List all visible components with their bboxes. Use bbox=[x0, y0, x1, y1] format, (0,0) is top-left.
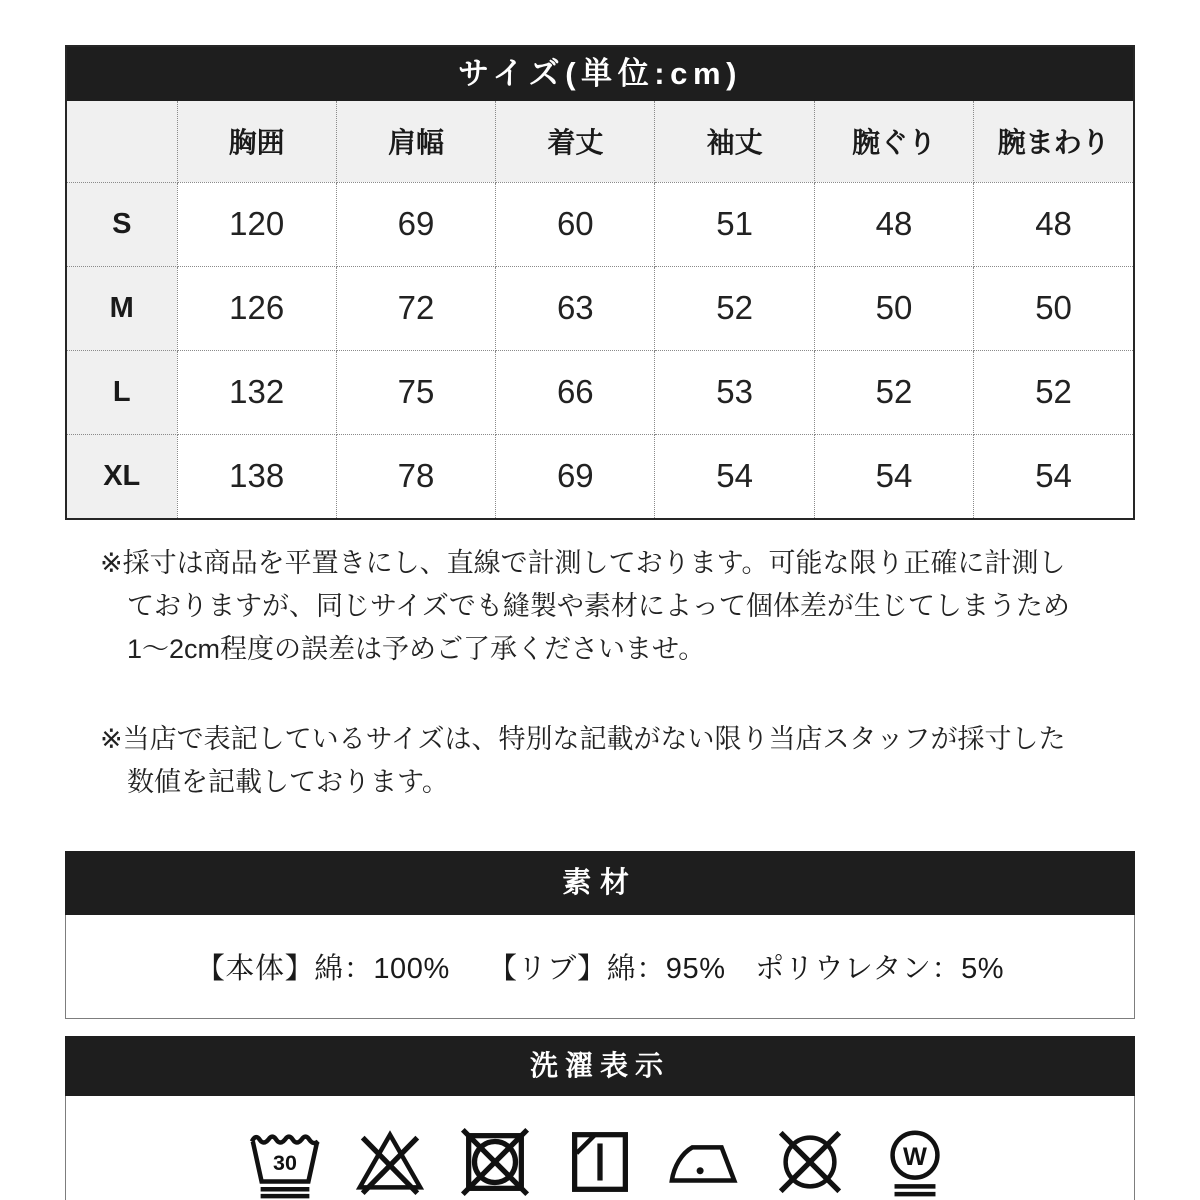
size-label: L bbox=[67, 350, 177, 434]
column-header: 袖丈 bbox=[655, 101, 814, 182]
column-header: 肩幅 bbox=[336, 101, 495, 182]
measurement-cell: 53 bbox=[655, 350, 814, 434]
column-header: 腕まわり bbox=[974, 101, 1133, 182]
measurement-cell: 126 bbox=[177, 266, 336, 350]
care-section bbox=[65, 1036, 1135, 1200]
size-label: S bbox=[67, 182, 177, 266]
measurement-cell: 54 bbox=[655, 434, 814, 518]
gentle-wet-clean-icon bbox=[876, 1123, 954, 1200]
measurement-cell: 50 bbox=[974, 266, 1133, 350]
column-header: 着丈 bbox=[496, 101, 655, 182]
size-table-corner-cell bbox=[67, 101, 177, 182]
size-table-section bbox=[65, 45, 1135, 520]
note-line: ※当店で表記しているサイズは、特別な記載がない限り当店スタッフが採寸した bbox=[100, 724, 1066, 754]
material-section bbox=[65, 851, 1135, 1019]
measurement-cell: 51 bbox=[655, 182, 814, 266]
size-table bbox=[67, 101, 1133, 518]
svg-text:W: W bbox=[903, 1142, 927, 1171]
measurement-cell: 69 bbox=[336, 182, 495, 266]
size-row-l bbox=[67, 350, 1133, 434]
measurement-cell: 50 bbox=[814, 266, 973, 350]
size-row-m bbox=[67, 266, 1133, 350]
measurement-cell: 52 bbox=[814, 350, 973, 434]
svg-text:30: 30 bbox=[273, 1150, 297, 1175]
size-table-body bbox=[67, 182, 1133, 518]
no-bleach-icon bbox=[351, 1123, 429, 1200]
measurement-cell: 48 bbox=[974, 182, 1133, 266]
size-label: M bbox=[67, 266, 177, 350]
measurement-cell: 48 bbox=[814, 182, 973, 266]
measurement-cell: 78 bbox=[336, 434, 495, 518]
measurement-cell: 66 bbox=[496, 350, 655, 434]
no-tumble-dry-icon bbox=[456, 1123, 534, 1200]
measurement-cell: 54 bbox=[814, 434, 973, 518]
measurement-cell: 52 bbox=[655, 266, 814, 350]
measurement-notes bbox=[100, 542, 1135, 804]
size-label: XL bbox=[67, 434, 177, 518]
machine-wash-30-gentle-icon bbox=[246, 1123, 324, 1200]
note-line: ておりますが、同じサイズでも縫製や素材によって個体差が生じてしまうため bbox=[127, 591, 1070, 621]
size-row-s bbox=[67, 182, 1133, 266]
note-staff-measured bbox=[100, 718, 1135, 804]
size-row-xl bbox=[67, 434, 1133, 518]
care-title bbox=[65, 1036, 1135, 1096]
note-line: 1〜2cm程度の誤差は予めご了承くださいませ。 bbox=[127, 634, 706, 664]
measurement-cell: 72 bbox=[336, 266, 495, 350]
measurement-cell: 138 bbox=[177, 434, 336, 518]
measurement-cell: 52 bbox=[974, 350, 1133, 434]
column-header: 腕ぐり bbox=[814, 101, 973, 182]
no-dry-clean-icon bbox=[771, 1123, 849, 1200]
care-icons-row bbox=[65, 1096, 1135, 1200]
care-title-text: 洗濯表示 bbox=[529, 1050, 670, 1081]
measurement-cell: 132 bbox=[177, 350, 336, 434]
size-table-header-row bbox=[67, 101, 1133, 182]
size-table-title bbox=[67, 47, 1133, 101]
column-header: 胸囲 bbox=[177, 101, 336, 182]
material-title bbox=[65, 851, 1135, 915]
note-line: ※採寸は商品を平置きにし、直線で計測しております。可能な限り正確に計測し bbox=[100, 548, 1066, 578]
iron-low-heat-icon bbox=[666, 1123, 744, 1200]
material-content: 【本体】綿：100% 【リブ】綿：95% ポリウレタン：5% bbox=[65, 915, 1135, 1019]
measurement-cell: 63 bbox=[496, 266, 655, 350]
material-title-text: 素材 bbox=[562, 867, 638, 899]
note-line: 数値を記載しております。 bbox=[127, 767, 449, 797]
size-table-title-text: サイズ(単位:cm) bbox=[457, 56, 743, 91]
note-measurement-method bbox=[100, 542, 1135, 671]
measurement-cell: 75 bbox=[336, 350, 495, 434]
measurement-cell: 54 bbox=[974, 434, 1133, 518]
measurement-cell: 60 bbox=[496, 182, 655, 266]
measurement-cell: 120 bbox=[177, 182, 336, 266]
drip-dry-in-shade-icon bbox=[561, 1123, 639, 1200]
measurement-cell: 69 bbox=[496, 434, 655, 518]
